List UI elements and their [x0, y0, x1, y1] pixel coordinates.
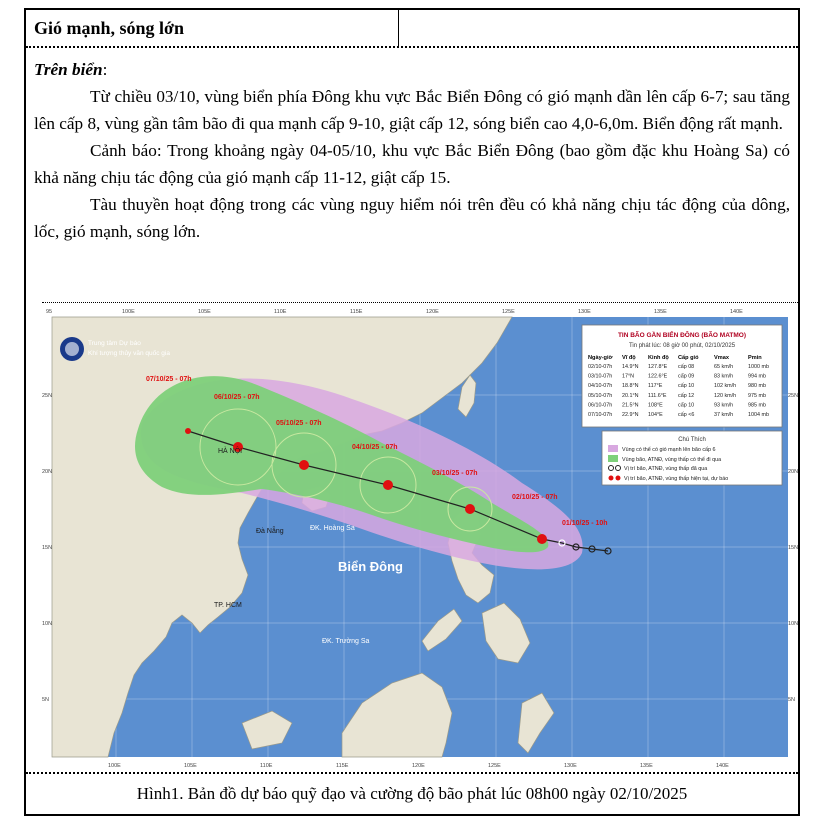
svg-text:Vmax: Vmax — [714, 355, 729, 361]
place-hoangsa: ĐK. Hoàng Sa — [310, 525, 355, 532]
legend-panel — [602, 431, 782, 485]
lon-tick-label: 140E — [730, 309, 743, 315]
label-0610: 06/10/25 - 07h — [214, 394, 260, 401]
lon-tick-label: 135E — [640, 763, 653, 769]
info-cell: 02/10-07h — [588, 364, 613, 370]
center-0510 — [299, 460, 309, 470]
info-cell: 20.1°N — [622, 392, 639, 399]
svg-text:Cấp gió: Cấp gió — [678, 355, 699, 361]
lon-tick-label: 125E — [488, 763, 501, 769]
document-frame — [24, 8, 800, 816]
lon-tick-label: 135E — [654, 309, 667, 315]
paragraph-3: Tàu thuyền hoạt động trong các vùng nguy hiểm nói trên đều có khả năng chịu tác động của dông, lốc, gió mạnh, sóng lớn. — [34, 195, 790, 241]
info-cell: 22.9°N — [622, 412, 639, 418]
info-cell: 1000 mb — [748, 364, 769, 370]
center-0710 — [185, 428, 191, 434]
lat-tick-label: 20N — [42, 469, 53, 475]
lon-tick-label: 115E — [350, 309, 363, 315]
lat-tick-label: 10N — [788, 621, 798, 627]
place-truongsa: ĐK. Trường Sa — [322, 638, 370, 645]
info-cell: 37 km/h — [714, 412, 734, 418]
right-tick-band — [788, 317, 798, 757]
lon-tick-label: 110E — [260, 763, 273, 769]
lat-tick-label: 20N — [788, 469, 798, 475]
info-cell: cấp 10 — [678, 402, 695, 409]
info-cell: 07/10-07h — [588, 412, 613, 418]
svg-text:Kinh độ: Kinh độ — [648, 355, 669, 361]
info-time: Tin phát lúc: 08 giờ 00 phút, 02/10/2025 — [628, 343, 736, 349]
lon-tick-label: 125E — [502, 309, 515, 315]
lon-tick-label: 120E — [426, 309, 439, 315]
label-0110: 01/10/25 - 10h — [562, 520, 608, 527]
info-cell: 03/10-07h — [588, 373, 613, 380]
info-cell: 06/10-07h — [588, 402, 613, 409]
legend-current-icon — [609, 476, 614, 481]
legend-swatch-danger — [608, 445, 618, 452]
info-cell: 104°E — [648, 412, 663, 418]
label-0210: 02/10/25 - 07h — [512, 494, 558, 501]
info-cell: 21.5°N — [622, 402, 639, 409]
center-0210 — [537, 534, 547, 544]
lon-tick-label: 115E — [336, 763, 349, 769]
lon-tick-label: 110E — [274, 309, 287, 315]
lat-tick-label: 15N — [788, 545, 798, 551]
info-cell: 980 mb — [748, 383, 766, 390]
info-cell: 93 km/h — [714, 402, 734, 409]
lon-tick-label: 130E — [578, 309, 591, 315]
lon-tick-label: 140E — [716, 763, 729, 769]
lon-tick-label: 100E — [122, 309, 135, 315]
label-0710: 07/10/25 - 07h — [146, 376, 192, 383]
agency-name-2: Khí tượng thủy văn quốc gia — [88, 350, 170, 357]
info-cell: 05/10-07h — [588, 392, 613, 399]
info-cell: 975 mb — [748, 392, 766, 399]
lat-tick-label: 15N — [42, 545, 53, 551]
info-cell: 111.6°E — [648, 392, 667, 399]
legend-item-3: Vị trí bão, ATNĐ, vùng thấp đã qua — [624, 466, 708, 472]
lon-tick-label: 105E — [184, 763, 197, 769]
legend-title: Chú Thích — [678, 437, 706, 443]
info-cell: 65 km/h — [714, 364, 734, 370]
map-svg — [42, 303, 798, 771]
lat-tick-label: 10N — [42, 621, 53, 627]
info-cell: cấp 12 — [678, 392, 695, 399]
info-cell: 108°E — [648, 402, 663, 409]
place-hcm: TP. HCM — [214, 602, 242, 609]
body-text — [34, 56, 790, 245]
info-cell: 122.6°E — [648, 373, 668, 380]
label-0310: 03/10/25 - 07h — [432, 470, 478, 477]
sea-label: Biển Đông — [338, 559, 403, 574]
top-tick-band — [42, 303, 798, 317]
info-cell: cấp 09 — [678, 373, 695, 380]
figure-caption: Hình1. Bản đồ dự báo quỹ đạo và cường độ bão phát lúc 08h00 ngày 02/10/2025 — [136, 784, 688, 803]
lat-tick-label: 5N — [42, 697, 50, 703]
lon-tick-label: 100E — [108, 763, 121, 769]
info-cell: cấp 10 — [678, 383, 695, 390]
legend-item-4: Vị trí bão, ATNĐ, vùng thấp hiện tại, dự báo — [624, 476, 729, 482]
caption-row — [26, 772, 798, 814]
info-cell: cấp <6 — [678, 412, 695, 418]
lon-tick-label: 130E — [564, 763, 577, 769]
info-cell: 14.9°N — [622, 364, 639, 370]
legend-item-2: Vùng bão, ATNĐ, vùng thấp có thể đi qua — [622, 457, 722, 463]
lat-tick-label: 25N — [788, 393, 798, 399]
info-cell: 102 km/h — [714, 383, 737, 390]
info-cell: cấp 08 — [678, 364, 695, 370]
info-cell: 17°N — [622, 373, 635, 380]
sub-heading: Trên biển: — [34, 60, 108, 79]
label-0510: 05/10/25 - 07h — [276, 420, 322, 427]
lon-tick-label: 120E — [412, 763, 425, 769]
legend-item-1: Vùng có thể có gió mạnh lên bão cấp 6 — [622, 447, 716, 453]
info-cell: 985 mb — [748, 402, 766, 409]
info-panel — [582, 325, 782, 427]
label-0410: 04/10/25 - 07h — [352, 444, 398, 451]
info-cell: 120 km/h — [714, 392, 737, 399]
info-cell: 127.8°E — [648, 364, 668, 370]
agency-name-1: Trung tâm Dự báo — [88, 340, 141, 347]
legend-swatch-cone — [608, 455, 618, 462]
paragraph-1: Từ chiều 03/10, vùng biển phía Đông khu vực Bắc Biển Đông có gió mạnh dần lên cấp 6-7; sau tăng lên cấp 8, vùng gần tâm bão đi qua mạnh cấp 9-10, giật cấp 12, sóng biển cao 4,0-6,0m. Biển động rất mạnh. — [34, 87, 790, 133]
center-0410 — [383, 480, 393, 490]
info-cell: 117°E — [648, 383, 663, 390]
left-tick-band — [42, 317, 52, 757]
info-cell: 83 km/h — [714, 373, 734, 380]
title-row — [26, 10, 798, 48]
info-cell: 1004 mb — [748, 412, 769, 418]
info-cell: 994 mb — [748, 373, 766, 380]
center-0310 — [465, 504, 475, 514]
lon-tick-label: 105E — [198, 309, 211, 315]
column-divider — [398, 10, 399, 48]
lat-tick-label: 25N — [42, 393, 53, 399]
lon-tick-label: 95 — [46, 309, 53, 315]
info-cell: 04/10-07h — [588, 383, 613, 390]
lat-tick-label: 5N — [788, 697, 796, 703]
svg-text:Vĩ độ: Vĩ độ — [622, 355, 636, 361]
info-title: TIN BÃO GẦN BIỂN ĐÔNG (BÃO MATMO) — [617, 332, 747, 339]
svg-text:Pmin: Pmin — [748, 355, 762, 361]
place-hanoi: HÀ NỘI — [218, 448, 243, 455]
info-cell: 18.8°N — [622, 383, 639, 390]
paragraph-2: Cảnh báo: Trong khoảng ngày 04-05/10, khu vực Bắc Biển Đông (bao gồm đặc khu Hoàng Sa) có khả năng chịu tác động của gió mạnh cấp 11-12, giật cấp 15. — [34, 141, 790, 187]
place-danang: Đà Nẵng — [256, 528, 284, 535]
svg-text:Ngày-giờ: Ngày-giờ — [588, 355, 613, 361]
section-title: Gió mạnh, sóng lớn — [34, 18, 185, 38]
forecast-map — [42, 302, 798, 771]
